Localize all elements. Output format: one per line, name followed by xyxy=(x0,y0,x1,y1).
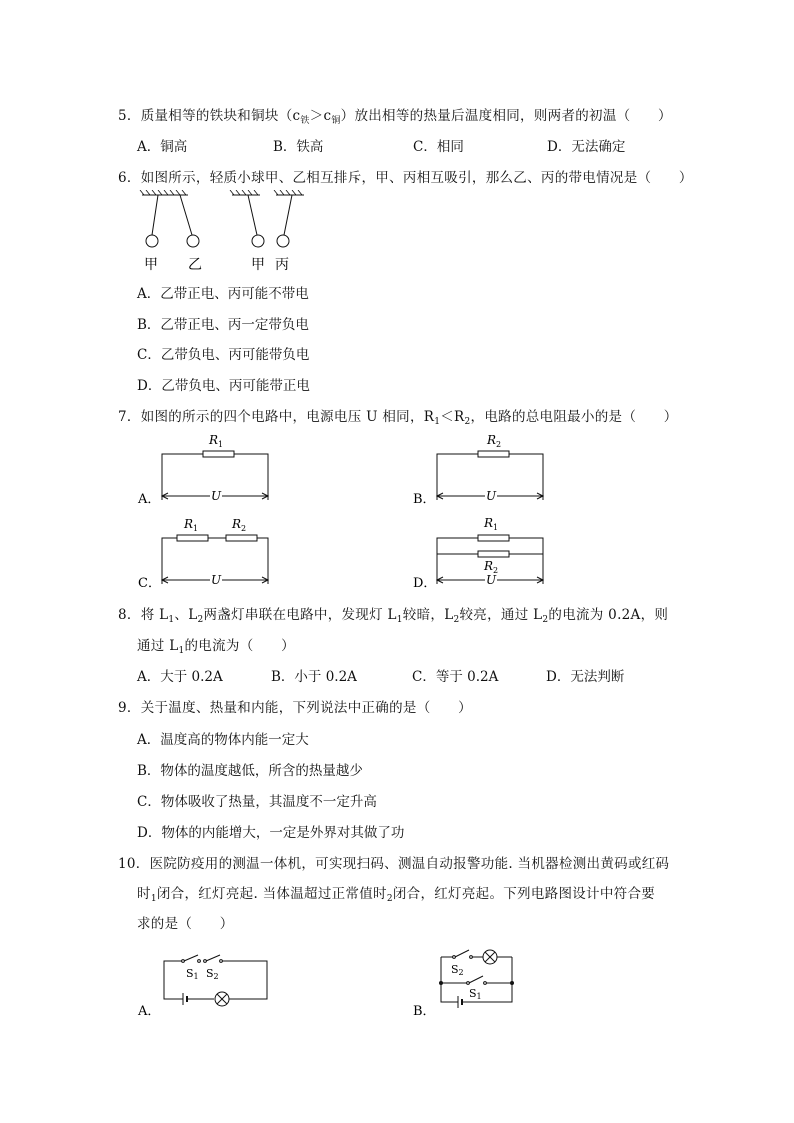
svg-text:R1: $R_1$ xyxy=(484,516,499,532)
q5-option-a: A．铜高 xyxy=(137,139,188,155)
q5-option-c: C．相同 xyxy=(413,139,464,155)
q6-option-c: C．乙带负电、丙可能带负电 xyxy=(137,347,310,363)
q5-option-d: D．无法确定 xyxy=(547,139,626,155)
q8-stem-line2: 通过 $L_1$的电流为（ ） xyxy=(137,638,295,656)
q6-option-a: A．乙带正电、丙可能不带电 xyxy=(137,286,309,302)
q10-circuit-b xyxy=(411,938,551,1023)
q6-figure-balls xyxy=(136,190,316,274)
q10-stem-line2: 时$_1$闭合，红灯亮起. 当体温超过正常值时$_2$闭合，红灯亮起。下列电路图设计中符合要 xyxy=(137,886,656,904)
ball-label-bing: 丙 xyxy=(275,257,289,273)
q9-stem: 9．关于温度、热量和内能，下列说法中正确的是（ ） xyxy=(118,700,472,716)
q5-option-b: B．铁高 xyxy=(273,139,324,155)
q8-option-c: C．等于 0.2A xyxy=(412,669,499,685)
ball-label-jia-1: 甲 xyxy=(144,257,158,273)
q6-option-d: D．乙带负电、丙可能带正电 xyxy=(137,378,310,394)
svg-text:C．: C． xyxy=(138,576,161,591)
svg-text:R1: $R_1$ xyxy=(184,517,199,533)
q10-stem-line3: 求的是（ ） xyxy=(137,916,234,932)
q7-circuit-b xyxy=(411,428,551,508)
svg-text:U: U xyxy=(486,489,497,503)
q6-option-b: B．乙带正电、丙一定带负电 xyxy=(137,317,309,333)
q6-stem: 6．如图所示，轻质小球甲、乙相互排斥，甲、丙相互吸引，那么乙、丙的带电情况是（ ） xyxy=(118,170,693,186)
q10-stem-line1: 10．医院防疫用的测温一体机，可实现扫码、测温自动报警功能. 当机器检测出黄码或红码 xyxy=(118,856,670,872)
svg-text:U: U xyxy=(211,573,222,587)
svg-text:R2: $R_2$ xyxy=(487,433,502,449)
q7-circuit-c xyxy=(136,512,276,592)
q9-option-c: C．物体吸收了热量，其温度不一定升高 xyxy=(137,794,377,810)
q7-stem: 7．如图的所示的四个电路中，电源电压 U 相同，$R_1<R_2$，电路的总电阻最小的是（ ） xyxy=(118,409,678,427)
svg-text:D．: D． xyxy=(413,576,437,591)
q10-circuit-a xyxy=(136,943,276,1023)
svg-text:R2: $R_2$ xyxy=(232,517,247,533)
svg-text:R1: $R_1$ xyxy=(209,433,224,449)
q7-circuit-d xyxy=(411,512,551,592)
svg-text:S2: S2 xyxy=(451,963,464,977)
q9-option-a: A．温度高的物体内能一定大 xyxy=(137,732,309,748)
svg-text:S1: S1 xyxy=(186,967,199,981)
svg-text:A．: A． xyxy=(138,1004,161,1019)
svg-text:U: U xyxy=(211,489,222,503)
svg-text:U: U xyxy=(486,573,497,587)
svg-text:A．: A． xyxy=(138,492,161,507)
ball-label-yi: 乙 xyxy=(188,257,202,273)
q8-option-b: B．小于 0.2A xyxy=(271,669,357,685)
q9-option-b: B．物体的温度越低，所含的热量越少 xyxy=(137,763,363,779)
q8-option-a: A．大于 0.2A xyxy=(137,669,223,685)
q9-option-d: D．物体的内能增大，一定是外界对其做了功 xyxy=(137,825,405,841)
q8-stem-line1: 8．将 $L_1$、$L_2$两盏灯串联在电路中，发现灯 $L_1$较暗，$L_2$较亮，通过 $L_2$的电流为 0.2A，则 xyxy=(118,607,669,625)
ball-label-jia-2: 甲 xyxy=(251,257,265,273)
q7-circuit-a xyxy=(136,428,276,508)
q8-option-d: D．无法判断 xyxy=(546,669,625,685)
svg-text:R2: $R_2$ xyxy=(484,559,499,575)
svg-text:S2: S2 xyxy=(206,967,219,981)
svg-text:B．: B． xyxy=(413,1004,436,1019)
svg-text:B．: B． xyxy=(413,492,436,507)
svg-text:S1: S1 xyxy=(469,987,482,1001)
q5-stem: 5．质量相等的铁块和铜块$(c_铁>c_铜)$放出相等的热量后温度相同，则两者的初温（ ） xyxy=(118,108,672,126)
